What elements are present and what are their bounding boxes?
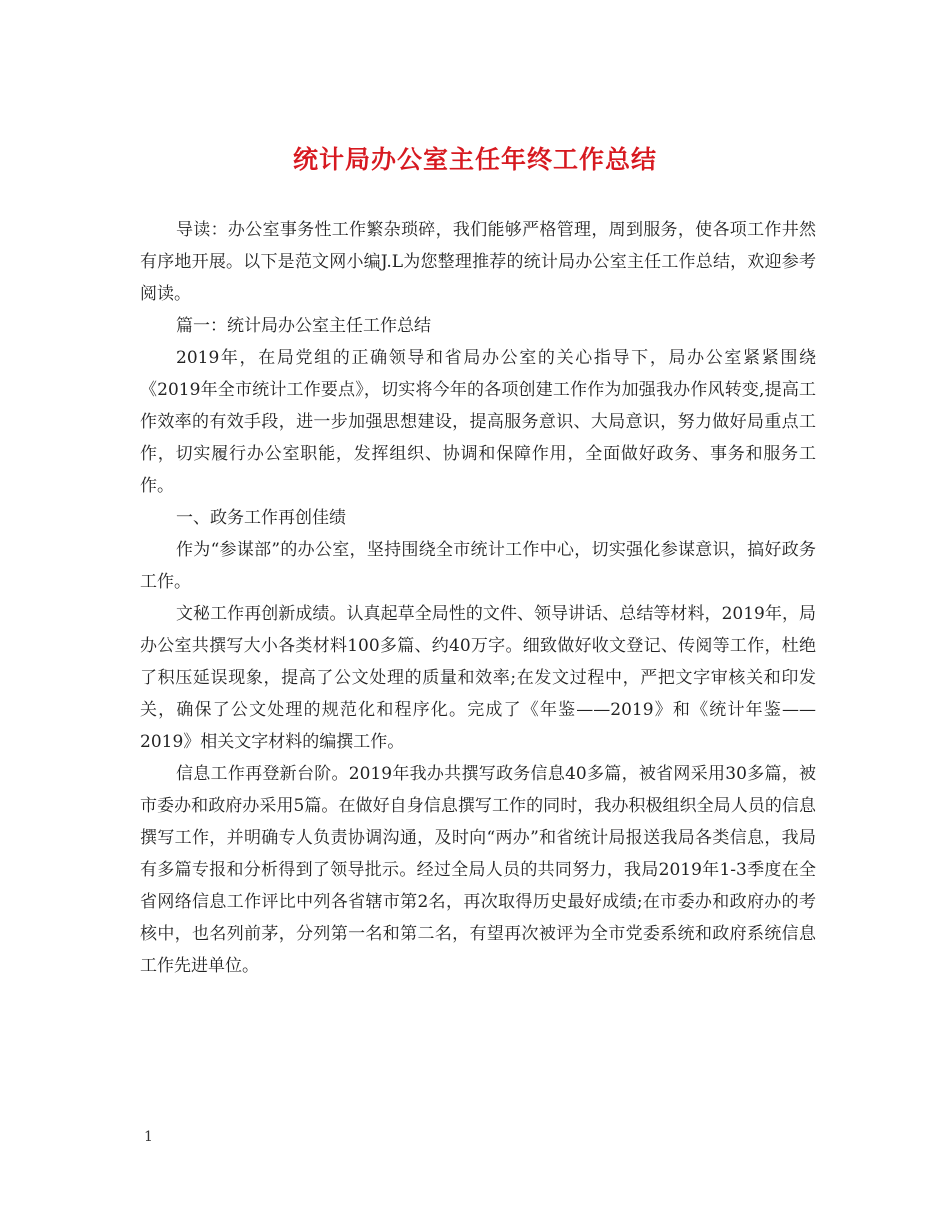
body-paragraph-advisory-role: 作为“参谋部”的办公室，坚持围绕全市统计工作中心，切实强化参谋意识，搞好政务工作。: [140, 540, 816, 592]
section-heading-part-one: 篇一：统计局办公室主任工作总结: [176, 316, 431, 336]
page-number: 1: [144, 1129, 153, 1145]
body-paragraph-information-work: 信息工作再登新台阶。2019年我办共撰写政务信息40多篇，被省网采用30多篇，被市委办和政府办采用5篇。在做好自身信息撰写工作的同时，我办积极组织全局人员的信息撰写工作，并明确专人负责协调沟通，及时向“两办”和省统计局报送我局各类信息，我局有多篇专报和分析得到了领导批示。经过全局人员的共同努力，我局2019年1-3季度在全省网络信息工作评比中列各省辖市第2名，再次取得历史最好成绩;在市委办和政府办的考核中，也名列前茅，分列第一名和第二名，有望再次被评为全市党委系统和政府系统信息工作先进单位。: [140, 764, 816, 976]
section-heading-government-affairs: 一、政务工作再创佳绩: [176, 508, 346, 528]
document-body: [140, 214, 816, 982]
body-paragraph-overview: 2019年，在局党组的正确领导和省局办公室的关心指导下，局办公室紧紧围绕《2019年全市统计工作要点》，切实将今年的各项创建工作作为加强我办作风转变,提高工作效率的有效手段，进一步加强思想建设，提高服务意识、大局意识，努力做好局重点工作，切实履行办公室职能，发挥组织、协调和保障作用，全面做好政务、事务和服务工作。: [140, 348, 816, 496]
body-paragraph-secretarial-work: 文秘工作再创新成绩。认真起草全局性的文件、领导讲话、总结等材料，2019年，局办公室共撰写大小各类材料100多篇、约40万字。细致做好收文登记、传阅等工作，杜绝了积压延误现象，提高了公文处理的质量和效率;在发文过程中，严把文字审核关和印发关，确保了公文处理的规范化和程序化。完成了《年鉴——2019》和《统计年鉴——2019》相关文字材料的编撰工作。: [140, 604, 816, 752]
intro-paragraph: 导读：办公室事务性工作繁杂琐碎，我们能够严格管理，周到服务，使各项工作井然有序地开展。以下是范文网小编J.L为您整理推荐的统计局办公室主任工作总结，欢迎参考阅读。: [140, 220, 816, 304]
document-title: 统计局办公室主任年终工作总结: [292, 145, 657, 174]
